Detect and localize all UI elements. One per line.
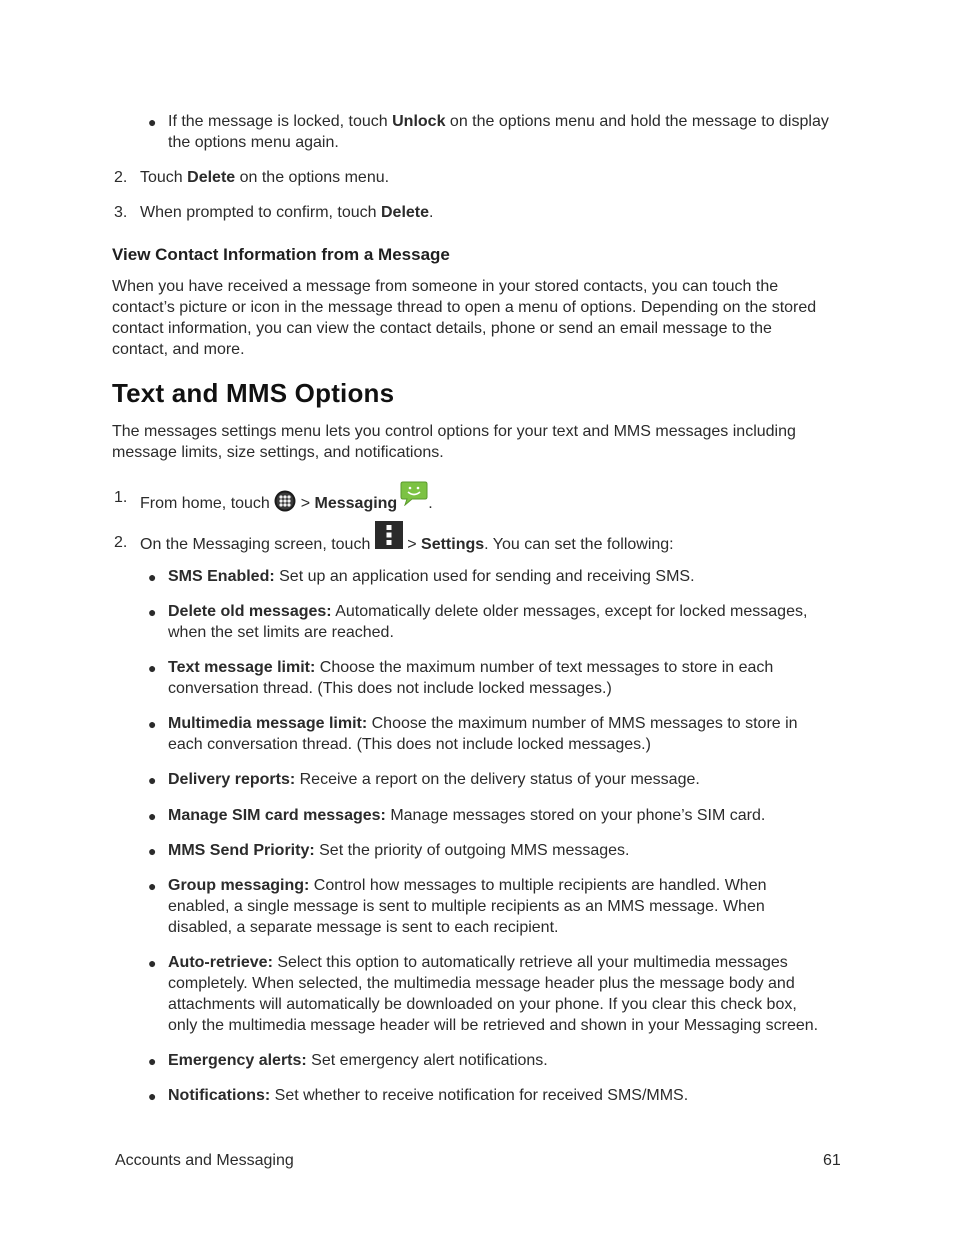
bullet-dot: ● xyxy=(148,1053,157,1069)
option-text: Set emergency alert notifications. xyxy=(306,1052,548,1069)
option-label: Text message limit: xyxy=(168,659,316,676)
step-number: 2. xyxy=(114,169,128,186)
para-line: When you have received a message from someone in your stored contacts, you can touch the xyxy=(112,278,779,295)
intro-paragraph xyxy=(112,421,842,463)
bullet-dot: ● xyxy=(148,1088,157,1104)
text: the options menu again. xyxy=(168,134,339,151)
option-text: disabled, a separate message is sent to each recipient. xyxy=(168,919,559,936)
para-line: The messages settings menu lets you control options for your text and MMS messages including xyxy=(112,423,796,440)
step-delete xyxy=(140,167,389,188)
bullet-dot: ● xyxy=(148,569,157,585)
para-line: contact information, you can view the contact details, phone or send an email message to the xyxy=(112,320,772,337)
bold-messaging: Messaging xyxy=(314,495,398,512)
bullet-dot: ● xyxy=(148,716,157,732)
option-text: Choose the maximum number of MMS messages to store in xyxy=(367,715,798,732)
contact-paragraph xyxy=(112,276,842,360)
step-open-messaging xyxy=(140,480,433,526)
menu-icon xyxy=(375,521,403,566)
option-label: Emergency alerts: xyxy=(168,1052,307,1069)
option-label: Notifications: xyxy=(168,1087,271,1104)
option-label: Delivery reports: xyxy=(168,771,296,788)
step-confirm xyxy=(140,202,433,223)
text: . xyxy=(428,495,433,512)
option-label: Auto-retrieve: xyxy=(168,954,273,971)
bullet-dot: ● xyxy=(148,604,157,620)
bullet-dot: ● xyxy=(148,955,157,971)
option-label: SMS Enabled: xyxy=(168,568,275,585)
option-item xyxy=(168,1085,848,1106)
option-text: completely. When selected, the multimedia message header plus the message body and xyxy=(168,975,795,992)
text: . xyxy=(429,204,434,221)
bold-settings: Settings xyxy=(421,536,485,553)
option-text: when the set limits are reached. xyxy=(168,624,394,641)
option-label: MMS Send Priority: xyxy=(168,842,315,859)
option-text: attachments will automatically be downloaded on your phone. If you clear this check box, xyxy=(168,996,797,1013)
bullet-dot: ● xyxy=(148,660,157,676)
option-text: only the multimedia message header will be retrieved and shown in your Messaging screen. xyxy=(168,1017,819,1034)
text: > xyxy=(296,495,315,512)
option-text: Set whether to receive notification for received SMS/MMS. xyxy=(270,1087,689,1104)
option-item xyxy=(168,805,848,826)
option-item xyxy=(168,713,848,755)
messaging-icon xyxy=(400,480,428,520)
option-text: Manage messages stored on your phone’s SIM card. xyxy=(385,807,766,824)
text: > xyxy=(402,536,422,553)
text: When prompted to confirm, touch xyxy=(140,204,381,221)
bullet-dot: ● xyxy=(148,808,157,824)
option-text: Set up an application used for sending and receiving SMS. xyxy=(274,568,695,585)
step-number: 2. xyxy=(114,534,128,551)
option-text: each conversation thread. (This does not include locked messages.) xyxy=(168,736,651,753)
text: on the options menu and hold the message to display xyxy=(445,113,829,130)
bold-unlock: Unlock xyxy=(392,113,446,130)
para-line: contact, and more. xyxy=(112,341,245,358)
option-text: Choose the maximum number of text messages to store in each xyxy=(315,659,774,676)
option-text: Set the priority of outgoing MMS messages. xyxy=(314,842,630,859)
option-label: Delete old messages: xyxy=(168,603,332,620)
option-text: Control how messages to multiple recipients are handled. When xyxy=(309,877,767,894)
option-text: conversation thread. (This does not include locked messages.) xyxy=(168,680,612,697)
text: Touch xyxy=(140,169,188,186)
text: If the message is locked, touch xyxy=(168,113,393,130)
option-label: Manage SIM card messages: xyxy=(168,807,386,824)
section-heading: View Contact Information from a Message xyxy=(112,245,450,264)
bold-delete: Delete xyxy=(187,169,236,186)
option-label: Multimedia message limit: xyxy=(168,715,368,732)
option-item xyxy=(168,952,848,1036)
page-title: Text and MMS Options xyxy=(112,378,395,408)
option-text: Automatically delete older messages, except for locked messages, xyxy=(331,603,808,620)
para-line: contact’s picture or icon in the message thread to open a menu of options. Depending on the stored xyxy=(112,299,817,316)
page-number: 61 xyxy=(823,1152,841,1169)
option-item xyxy=(168,840,848,861)
option-label: Group messaging: xyxy=(168,877,310,894)
text: From home, touch xyxy=(140,495,275,512)
text: On the Messaging screen, touch xyxy=(140,536,375,553)
option-item xyxy=(168,1050,848,1071)
bullet-dot: ● xyxy=(148,114,157,130)
option-item xyxy=(168,566,848,587)
bullet-unlock xyxy=(168,111,848,153)
option-item xyxy=(168,657,848,699)
option-item xyxy=(168,769,848,790)
step-open-settings xyxy=(140,521,674,566)
bullet-dot: ● xyxy=(148,772,157,788)
bullet-dot: ● xyxy=(148,843,157,859)
text: on the options menu. xyxy=(235,169,390,186)
option-text: Receive a report on the delivery status of your message. xyxy=(295,771,700,788)
text: . You can set the following: xyxy=(484,536,674,553)
option-item xyxy=(168,601,848,643)
step-number: 1. xyxy=(114,489,128,506)
option-item xyxy=(168,875,848,938)
option-text: enabled, a single message is sent to multiple recipients as an MMS message. When xyxy=(168,898,765,915)
bullet-dot: ● xyxy=(148,878,157,894)
step-number: 3. xyxy=(114,204,128,221)
bold-delete: Delete xyxy=(381,204,430,221)
footer-section: Accounts and Messaging xyxy=(115,1152,294,1169)
option-text: Select this option to automatically retrieve all your multimedia messages xyxy=(272,954,788,971)
para-line: message limits, size settings, and notifications. xyxy=(112,444,444,461)
